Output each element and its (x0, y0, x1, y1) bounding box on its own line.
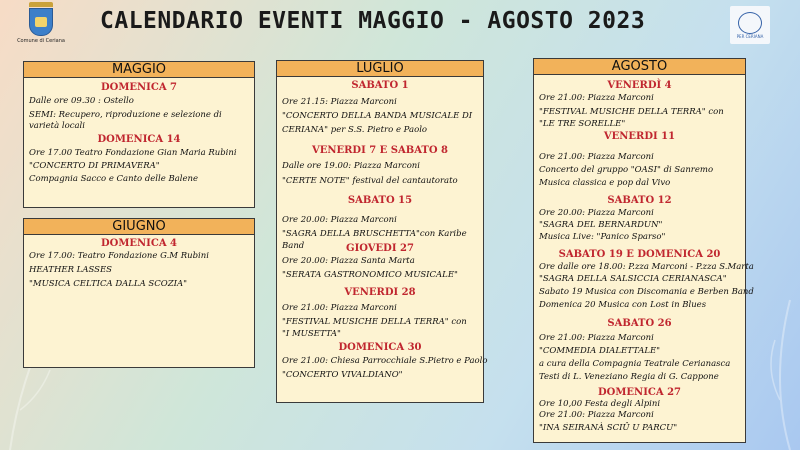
event-luglio-1 (277, 80, 483, 136)
event-line: "COMMEDIA DIALETTALE" (539, 346, 661, 356)
event-line: Ore 21.00: Chiesa Parrocchiale S.Pietro e Paolo (282, 356, 488, 366)
event-line: Domenica 20 Musica con Lost in Blues (539, 300, 707, 310)
event-line: "CONCERTO VIVALDIANO" (282, 370, 403, 380)
panel-agosto (533, 58, 754, 443)
event-line: Ore 20.00: Piazza Marconi (539, 208, 654, 218)
event-line: Ore 10,00 Festa degli Alpini (539, 399, 661, 409)
event-line: "SAGRA DELLA SALSICCIA CERIANASCA" (539, 274, 727, 284)
event-line: "MUSICA CELTICA DALLA SCOZIA" (29, 279, 188, 289)
event-line: Ore 20.00: Piazza Marconi (282, 215, 397, 225)
event-date: SABATO 15 (347, 195, 413, 206)
event-agosto-4 (534, 249, 754, 311)
event-maggio-2 (24, 134, 254, 185)
event-line: Musica classica e pop dal Vivo (539, 178, 671, 188)
event-line: Ore 21.00: Piazza Marconi (282, 303, 397, 313)
event-luglio-5 (277, 287, 483, 340)
event-line: Ore 21.00: Piazza Marconi (539, 93, 654, 103)
event-luglio-4 (277, 243, 483, 281)
event-agosto-6 (534, 387, 745, 434)
event-date: SABATO 12 (607, 195, 672, 206)
event-line: "FESTIVAL MUSICHE DELLA TERRA" con (282, 317, 467, 327)
comune-label: Comune di Ceriana (17, 38, 65, 44)
event-line: Band (282, 241, 305, 251)
event-line: "SERATA GASTRONOMICO MUSICALE" (282, 270, 458, 280)
event-line: Ore 21.00: Piazza Marconi (539, 152, 654, 162)
event-line: "CONCERTO DI PRIMAVERA" (29, 161, 160, 171)
event-line: "FESTIVAL MUSICHE DELLA TERRA" con (539, 107, 724, 117)
event-line: "INA SEIRANÀ SCIÛ U PARCU" (539, 423, 678, 433)
event-line: Ore 20.00: Piazza Santa Marta (282, 256, 415, 266)
event-date: VENERDI 28 (344, 287, 416, 298)
event-line: Ore 21.00: Piazza Marconi (539, 333, 654, 343)
event-agosto-2 (534, 131, 745, 189)
event-line: "CONCERTO DELLA BANDA MUSICALE DI (282, 111, 473, 121)
event-agosto-3 (534, 195, 745, 243)
panel-header-giugno: GIUGNO (23, 218, 255, 235)
event-date: DOMENICA 30 (338, 342, 422, 353)
event-date: VENERDI 11 (603, 131, 676, 142)
association-label: PER CERIANA (736, 33, 764, 39)
panel-header-agosto: AGOSTO (533, 58, 746, 75)
event-line: Testi di L. Veneziano Regia di G. Cappone (539, 372, 719, 382)
event-line: HEATHER LASSES (29, 265, 112, 275)
panel-maggio (23, 61, 255, 208)
event-line: CERIANA" per S.S. Pietro e Paolo (282, 125, 428, 135)
event-date: GIOVEDI 27 (346, 243, 414, 254)
event-agosto-5 (534, 318, 745, 383)
panel-giugno (23, 218, 255, 368)
panel-luglio (276, 60, 488, 403)
event-line: SEMI: Recupero, riproduzione e selezione di varietà locali (29, 110, 222, 131)
comune-logo (18, 2, 64, 46)
event-line: Ore 21.15: Piazza Marconi (282, 97, 397, 107)
event-date: DOMENICA 7 (100, 82, 178, 93)
event-line: "SAGRA DEL BERNARDUN" (539, 220, 663, 230)
event-line: Ore 17.00 Teatro Fondazione Gian Maria Rubini (29, 148, 237, 158)
event-line: Concerto del gruppo "OASI" di Sanremo (539, 165, 714, 175)
event-line: a cura della Compagnia Teatrale Cerianasca (539, 359, 731, 369)
event-maggio-1 (24, 82, 254, 132)
leaf-decoration-icon (760, 260, 800, 450)
event-date: SABATO 19 E DOMENICA 20 (558, 249, 721, 260)
event-line: "LE TRE SORELLE" (539, 119, 626, 129)
event-date: DOMENICA 27 (597, 387, 681, 398)
event-date: SABATO 26 (607, 318, 672, 329)
association-emblem-icon (738, 12, 762, 34)
panel-header-maggio: MAGGIO (23, 61, 255, 78)
event-line: Ore dalle ore 18.00: P.zza Marconi - P.zza S.Marta (539, 262, 754, 272)
event-line: Dalle ore 09.30 : Ostello (29, 96, 134, 106)
coat-of-arms-icon (29, 8, 53, 36)
event-line: "SAGRA DELLA BRUSCHETTA"con Karibe (282, 229, 467, 239)
event-line: Ore 17.00: Teatro Fondazione G.M Rubini (29, 251, 209, 261)
event-line: Compagnia Sacco e Canto delle Balene (29, 174, 199, 184)
event-line: Sabato 19 Musica con Discomania e Berben Band (539, 287, 754, 297)
event-line: "I MUSETTA" (282, 329, 341, 339)
event-date: VENERDÌ 4 (607, 80, 672, 91)
event-luglio-2 (277, 145, 483, 187)
page-title: CALENDARIO EVENTI MAGGIO - AGOSTO 2023 (100, 8, 646, 34)
event-giugno-1 (24, 238, 254, 290)
event-line: Ore 21.00: Piazza Marconi (539, 410, 654, 420)
event-line: Dalle ore 19.00: Piazza Marconi (282, 161, 421, 171)
event-agosto-1 (534, 80, 745, 130)
event-date: DOMENICA 14 (97, 134, 181, 145)
event-line: Musica Live: "Panico Sparso" (539, 232, 666, 242)
panel-header-luglio: LUGLIO (276, 60, 484, 77)
event-date: SABATO 1 (351, 80, 409, 91)
event-line: "CERTE NOTE" festival del cantautorato (282, 176, 458, 186)
event-luglio-6 (277, 342, 488, 381)
association-logo (730, 6, 770, 44)
event-date: VENERDI 7 E SABATO 8 (311, 145, 449, 156)
event-date: DOMENICA 4 (100, 238, 178, 249)
